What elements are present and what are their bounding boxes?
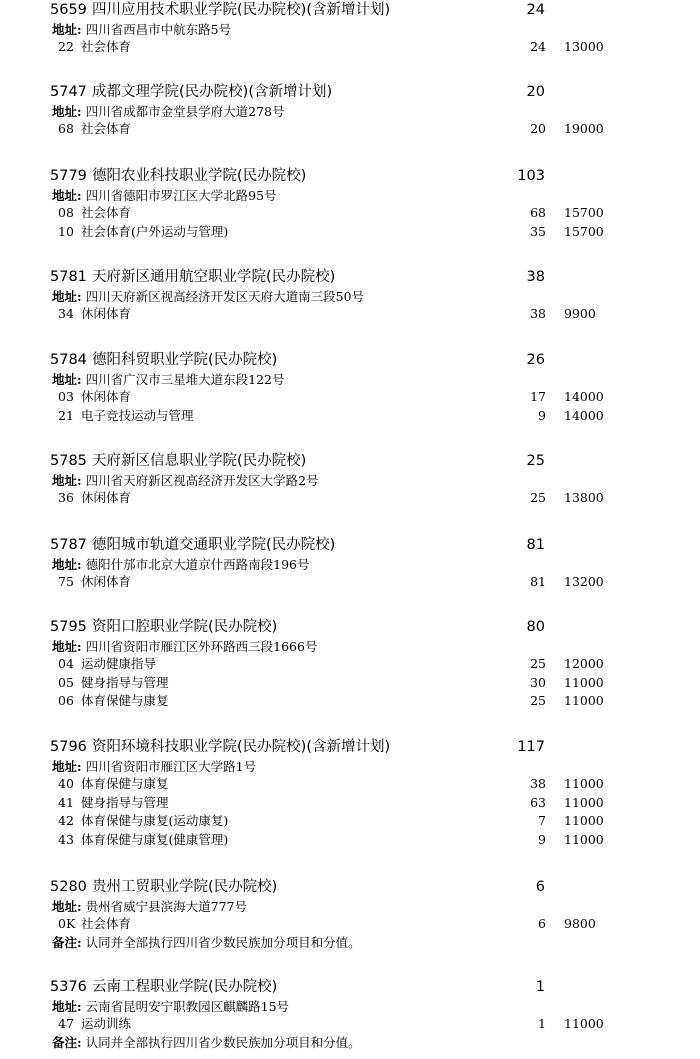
program-fee: 9900 bbox=[564, 306, 596, 321]
school-header bbox=[0, 451, 700, 471]
school-address bbox=[52, 758, 256, 776]
address-label: 地址: bbox=[52, 899, 82, 914]
school-header bbox=[0, 617, 700, 637]
program-row bbox=[0, 573, 700, 591]
program-name: 健身指导与管理 bbox=[81, 674, 169, 690]
program-name: 体育保健与康复 bbox=[81, 693, 169, 708]
program-fee: 19000 bbox=[564, 121, 604, 136]
school-header bbox=[0, 977, 700, 997]
address-label: 地址: bbox=[52, 473, 82, 488]
program-name: 运动健康指导 bbox=[81, 656, 157, 671]
program-fee: 11000 bbox=[564, 674, 604, 690]
program-code: 03 bbox=[58, 389, 74, 404]
school-address bbox=[52, 898, 247, 916]
program-code: 36 bbox=[58, 490, 74, 505]
address-text: 贵州省威宁县滨海大道777号 bbox=[85, 899, 247, 914]
school-total: 117 bbox=[517, 739, 545, 755]
program-count: 1 bbox=[538, 1016, 546, 1031]
program-fee: 11000 bbox=[564, 794, 604, 810]
program-code: 05 bbox=[58, 674, 74, 690]
program-code: 40 bbox=[58, 776, 74, 791]
program-name: 社会体育 bbox=[81, 39, 132, 54]
program-name: 休闲体育 bbox=[81, 389, 132, 404]
school-header bbox=[0, 737, 700, 757]
program-fee: 9800 bbox=[564, 916, 596, 931]
school-header bbox=[0, 166, 700, 186]
program-name: 体育保健与康复(健康管理) bbox=[81, 831, 229, 847]
program-fee: 12000 bbox=[564, 656, 604, 671]
address-label: 地址: bbox=[52, 372, 82, 387]
school-address bbox=[52, 187, 277, 205]
program-name: 运动训练 bbox=[81, 1016, 132, 1031]
address-label: 地址: bbox=[52, 557, 82, 572]
school-name: 德阳城市轨道交通职业学院(民办院校) bbox=[92, 537, 336, 553]
program-count: 38 bbox=[530, 306, 546, 321]
note-label: 备注: bbox=[52, 934, 82, 950]
program-row bbox=[0, 305, 700, 323]
school-code: 5280 bbox=[50, 879, 87, 895]
program-fee: 11000 bbox=[564, 813, 604, 828]
program-row bbox=[0, 120, 700, 138]
program-count: 7 bbox=[538, 813, 546, 828]
school-name: 成都文理学院(民办院校)(含新增计划) bbox=[92, 84, 333, 100]
program-row bbox=[0, 674, 700, 692]
school-total: 80 bbox=[526, 619, 545, 635]
school-name: 天府新区信息职业学院(民办院校) bbox=[92, 453, 307, 469]
school-code: 5795 bbox=[50, 619, 87, 635]
school-total: 81 bbox=[526, 537, 545, 553]
program-row bbox=[0, 775, 700, 793]
school-total: 20 bbox=[526, 84, 545, 100]
address-text: 四川天府新区视高经济开发区天府大道南三段50号 bbox=[85, 289, 365, 304]
program-count: 20 bbox=[530, 121, 546, 136]
program-row bbox=[0, 38, 700, 56]
program-count: 81 bbox=[530, 574, 546, 589]
school-total: 1 bbox=[535, 979, 545, 995]
program-name: 电子竞技运动与管理 bbox=[81, 407, 194, 423]
program-count: 6 bbox=[538, 916, 546, 931]
program-code: 75 bbox=[58, 574, 74, 589]
school-code: 5376 bbox=[50, 979, 87, 995]
program-name: 社会体育(户外运动与管理) bbox=[81, 223, 229, 239]
program-count: 25 bbox=[530, 693, 546, 708]
program-count: 17 bbox=[530, 389, 546, 404]
school-header bbox=[0, 877, 700, 897]
school-total: 24 bbox=[526, 2, 545, 18]
school-total: 25 bbox=[526, 453, 545, 469]
program-row bbox=[0, 831, 700, 849]
school-address bbox=[52, 21, 231, 39]
program-fee: 15700 bbox=[564, 223, 604, 239]
address-text: 四川省资阳市雁江区大学路1号 bbox=[85, 759, 257, 774]
program-code: 68 bbox=[58, 121, 74, 136]
address-text: 四川省成都市金堂县学府大道278号 bbox=[85, 104, 285, 119]
program-fee: 14000 bbox=[564, 389, 604, 404]
program-code: 0K bbox=[58, 916, 76, 931]
program-code: 34 bbox=[58, 306, 74, 321]
school-total: 103 bbox=[517, 168, 545, 184]
school-address bbox=[52, 288, 364, 306]
program-row bbox=[0, 388, 700, 406]
program-fee: 15700 bbox=[564, 205, 604, 220]
address-text: 四川省广汉市三星堆大道东段122号 bbox=[85, 372, 285, 387]
program-code: 22 bbox=[58, 39, 74, 54]
school-header bbox=[0, 267, 700, 287]
program-row bbox=[0, 489, 700, 507]
school-total: 26 bbox=[526, 352, 545, 368]
program-name: 体育保健与康复(运动康复) bbox=[81, 813, 229, 828]
program-fee: 13200 bbox=[564, 574, 604, 589]
program-code: 21 bbox=[58, 407, 74, 423]
program-count: 24 bbox=[530, 39, 546, 54]
school-header bbox=[0, 535, 700, 555]
address-label: 地址: bbox=[52, 759, 82, 774]
program-row bbox=[0, 1015, 700, 1033]
program-count: 9 bbox=[538, 831, 546, 847]
school-code: 5787 bbox=[50, 537, 87, 553]
address-text: 四川省资阳市雁江区外环路西三段1666号 bbox=[85, 639, 318, 654]
school-code: 5779 bbox=[50, 168, 87, 184]
address-label: 地址: bbox=[52, 289, 82, 304]
program-row bbox=[0, 812, 700, 830]
address-text: 四川省天府新区视高经济开发区大学路2号 bbox=[85, 473, 319, 488]
program-name: 健身指导与管理 bbox=[81, 794, 169, 810]
program-fee: 11000 bbox=[564, 831, 604, 847]
school-name: 德阳科贸职业学院(民办院校) bbox=[92, 352, 278, 368]
program-name: 休闲体育 bbox=[81, 490, 132, 505]
program-row bbox=[0, 692, 700, 710]
school-total: 38 bbox=[526, 269, 545, 285]
address-text: 四川省西昌市中航东路5号 bbox=[85, 22, 232, 37]
school-address bbox=[52, 472, 319, 490]
school-name: 贵州工贸职业学院(民办院校) bbox=[92, 879, 278, 895]
school-code: 5785 bbox=[50, 453, 87, 469]
program-count: 25 bbox=[530, 656, 546, 671]
address-label: 地址: bbox=[52, 104, 82, 119]
program-name: 体育保健与康复 bbox=[81, 776, 169, 791]
program-name: 社会体育 bbox=[81, 916, 132, 931]
address-label: 地址: bbox=[52, 22, 82, 37]
school-name: 资阳环境科技职业学院(民办院校)(含新增计划) bbox=[92, 739, 391, 755]
school-header bbox=[0, 0, 700, 20]
program-count: 38 bbox=[530, 776, 546, 791]
program-code: 47 bbox=[58, 1016, 74, 1031]
address-label: 地址: bbox=[52, 999, 82, 1014]
program-code: 41 bbox=[58, 794, 74, 810]
program-code: 08 bbox=[58, 205, 74, 220]
address-text: 德阳什邡市北京大道京什西路南段196号 bbox=[85, 557, 310, 572]
school-address bbox=[52, 556, 309, 574]
program-row bbox=[0, 204, 700, 222]
school-address bbox=[52, 638, 317, 656]
program-fee: 13800 bbox=[564, 490, 604, 505]
school-total: 6 bbox=[535, 879, 545, 895]
school-header bbox=[0, 82, 700, 102]
school-code: 5796 bbox=[50, 739, 87, 755]
program-fee: 14000 bbox=[564, 407, 604, 423]
program-code: 06 bbox=[58, 693, 74, 708]
address-label: 地址: bbox=[52, 188, 82, 203]
program-name: 社会体育 bbox=[81, 121, 132, 136]
program-count: 35 bbox=[530, 223, 546, 239]
school-name: 天府新区通用航空职业学院(民办院校) bbox=[92, 269, 336, 285]
program-code: 42 bbox=[58, 813, 74, 828]
address-text: 云南省昆明安宁职教园区麒麟路15号 bbox=[85, 999, 290, 1014]
program-code: 43 bbox=[58, 831, 74, 847]
program-count: 68 bbox=[530, 205, 546, 220]
school-name: 四川应用技术职业学院(民办院校)(含新增计划) bbox=[92, 2, 391, 18]
address-label: 地址: bbox=[52, 639, 82, 654]
program-name: 休闲体育 bbox=[81, 574, 132, 589]
program-count: 25 bbox=[530, 490, 546, 505]
school-code: 5747 bbox=[50, 84, 87, 100]
school-address bbox=[52, 998, 289, 1016]
program-fee: 11000 bbox=[564, 1016, 604, 1031]
program-fee: 11000 bbox=[564, 693, 604, 708]
school-note bbox=[52, 1034, 361, 1052]
program-row bbox=[0, 655, 700, 673]
address-text: 四川省德阳市罗江区大学北路95号 bbox=[85, 188, 277, 203]
program-code: 10 bbox=[58, 223, 74, 239]
program-name: 社会体育 bbox=[81, 205, 132, 220]
school-name: 资阳口腔职业学院(民办院校) bbox=[92, 619, 278, 635]
note-label: 备注: bbox=[52, 1034, 82, 1050]
program-name: 休闲体育 bbox=[81, 306, 132, 321]
program-code: 04 bbox=[58, 656, 74, 671]
program-count: 30 bbox=[530, 674, 546, 690]
program-fee: 11000 bbox=[564, 776, 604, 791]
school-note bbox=[52, 934, 361, 952]
program-count: 63 bbox=[530, 794, 546, 810]
note-text: 认同并全部执行四川省少数民族加分项目和分值。 bbox=[85, 934, 361, 950]
school-name: 德阳农业科技职业学院(民办院校) bbox=[92, 168, 307, 184]
program-fee: 13000 bbox=[564, 39, 604, 54]
program-row bbox=[0, 794, 700, 812]
program-row bbox=[0, 915, 700, 933]
school-code: 5659 bbox=[50, 2, 87, 18]
program-count: 9 bbox=[538, 407, 546, 423]
note-text: 认同并全部执行四川省少数民族加分项目和分值。 bbox=[85, 1034, 361, 1050]
program-row bbox=[0, 223, 700, 241]
school-code: 5781 bbox=[50, 269, 87, 285]
school-header bbox=[0, 350, 700, 370]
program-row bbox=[0, 407, 700, 425]
school-address bbox=[52, 371, 284, 389]
school-code: 5784 bbox=[50, 352, 87, 368]
school-address bbox=[52, 103, 284, 121]
school-name: 云南工程职业学院(民办院校) bbox=[92, 979, 278, 995]
